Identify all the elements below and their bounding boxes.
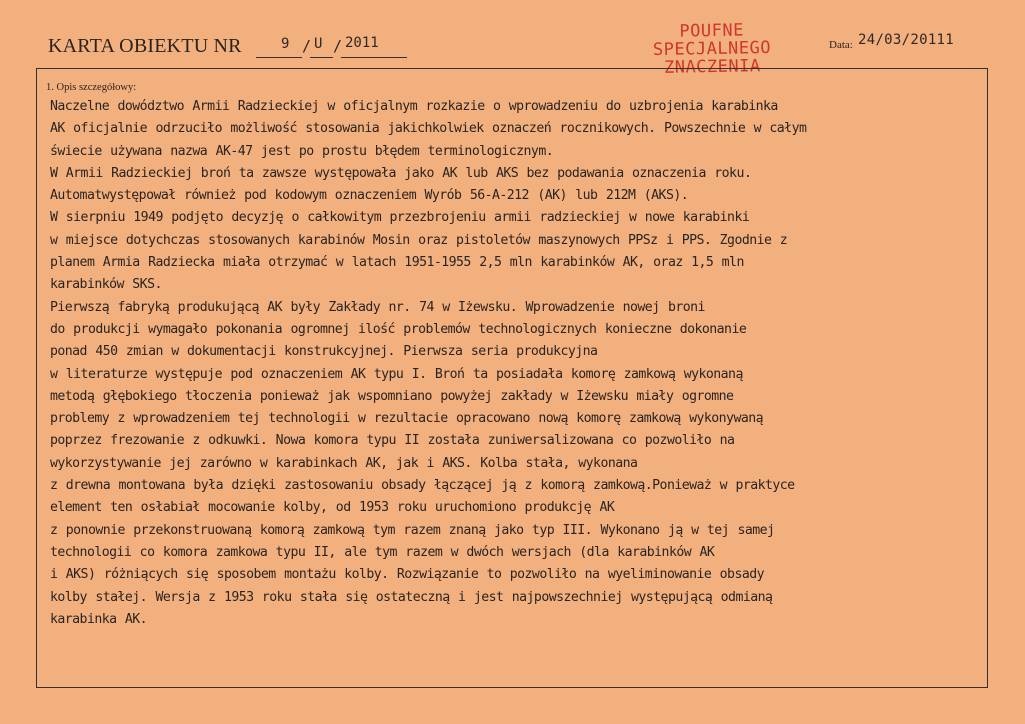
text-line: karabinka AK. xyxy=(50,611,148,627)
text-line: kolby stałej. Wersja z 1953 roku stała się ostateczną i jest najpowszechniej występującą odmianą xyxy=(50,589,773,605)
number-underline xyxy=(256,57,302,58)
text-line: technologii co komora zamkowa typu II, ale tym razem w dwóch wersjach (dla karabinków AK xyxy=(50,544,715,560)
text-line: z drewna montowana była dzięki zastosowaniu obsady łączącej ją z komorą zamkową.Ponieważ w praktyce xyxy=(50,478,795,494)
text-line: AK oficjalnie odrzuciło możliwość stosowania jakichkolwiek oznaczeń rocznikowych. Powszechnie w całym xyxy=(50,121,807,137)
series-underline xyxy=(310,57,333,58)
object-year: 2011 xyxy=(345,35,379,51)
text-line: planem Armia Radziecka miała otrzymać w latach 1951-1955 2,5 mln karabinków AK, oraz 1,5 mln xyxy=(50,255,744,271)
section-label: 1. Opis szczegółowy: xyxy=(46,82,137,93)
stamp-line-3: ZNACZENIA xyxy=(663,56,761,78)
text-line: i AKS) różniących się sposobem montażu kolby. Rozwiązanie to pozwoliło na wyeliminowanie obsady xyxy=(50,567,765,583)
text-line: W Armii Radzieckiej broń ta zawsze występowała jako AK lub AKS bez podawania oznaczenia roku. xyxy=(50,165,752,181)
date-label: Data: xyxy=(829,39,853,51)
text-line: karabinków SKS. xyxy=(50,277,162,293)
text-line: problemy z wprowadzeniem tej technologii w rezultacie opracowano nową komorę zamkową wykonywaną xyxy=(50,411,764,427)
separator-slash-1: / xyxy=(302,37,312,55)
separator-slash-2: / xyxy=(333,37,343,55)
text-line: metodą głębokiego tłoczenia ponieważ jak wspomniano powyżej zakłady w Iżewsku miały ogromne xyxy=(50,388,734,404)
text-line: ponad 450 zmian w dokumentacji konstrukcyjnej. Pierwsza seria produkcyjna xyxy=(50,344,598,360)
text-line: poprzez frezowanie z odkuwki. Nowa komora typu II została zuniwersalizowana co pozwoliło na xyxy=(50,433,735,449)
description-text xyxy=(50,96,980,631)
text-line: do produkcji wymagało pokonania ogromnej ilość problemów technologicznych konieczne dokonanie xyxy=(50,321,747,337)
object-number: 9 xyxy=(281,36,290,52)
text-line: wykorzystywanie jej zarówno w karabinkach AK, jak i AKS. Kolba stała, wykonana xyxy=(50,455,638,471)
text-line: Naczelne dowództwo Armii Radzieckiej w oficjalnym rozkazie o wprowadzeniu do uzbrojenia karabinka xyxy=(50,99,778,114)
stamp-line-2: SPECJALNEGO xyxy=(652,37,772,61)
text-line: w literaturze występuje pod oznaczeniem AK typu I. Broń ta posiadała komorę zamkową wykonaną xyxy=(50,366,743,382)
text-line: Automatwystępował również pod kodowym oznaczeniem Wyrób 56-A-212 (AK) lub 212M (AKS). xyxy=(50,188,689,204)
text-line: element ten osłabiał mocowanie kolby, od 1953 roku uruchomiono produkcję AK xyxy=(50,500,615,516)
date-value: 24/03/20111 xyxy=(858,32,955,48)
object-series: U xyxy=(314,36,323,52)
text-line: z ponownie przekonstruowaną komorą zamkową tym razem znaną jako typ III. Wykonano ją w tej samej xyxy=(50,522,775,538)
text-line: Pierwszą fabryką produkującą AK były Zakłady nr. 74 w Iżewsku. Wprowadzenie nowej broni xyxy=(50,299,705,315)
year-underline xyxy=(341,57,407,58)
text-line: w miejsce dotychczas stosowanych karabinów Mosin oraz pistoletów maszynowych PPSz i PPS. Zgodnie z xyxy=(50,232,788,248)
card-title: KARTA OBIEKTU NR xyxy=(48,35,242,57)
stamp-line-1: POUFNE xyxy=(679,20,745,42)
text-line: świecie używana nazwa AK-47 jest po prostu błędem terminologicznym. xyxy=(50,143,554,159)
text-line: W sierpniu 1949 podjęto decyzję o całkowitym przezbrojeniu armii radzieckiej w nowe karabinki xyxy=(50,210,750,226)
